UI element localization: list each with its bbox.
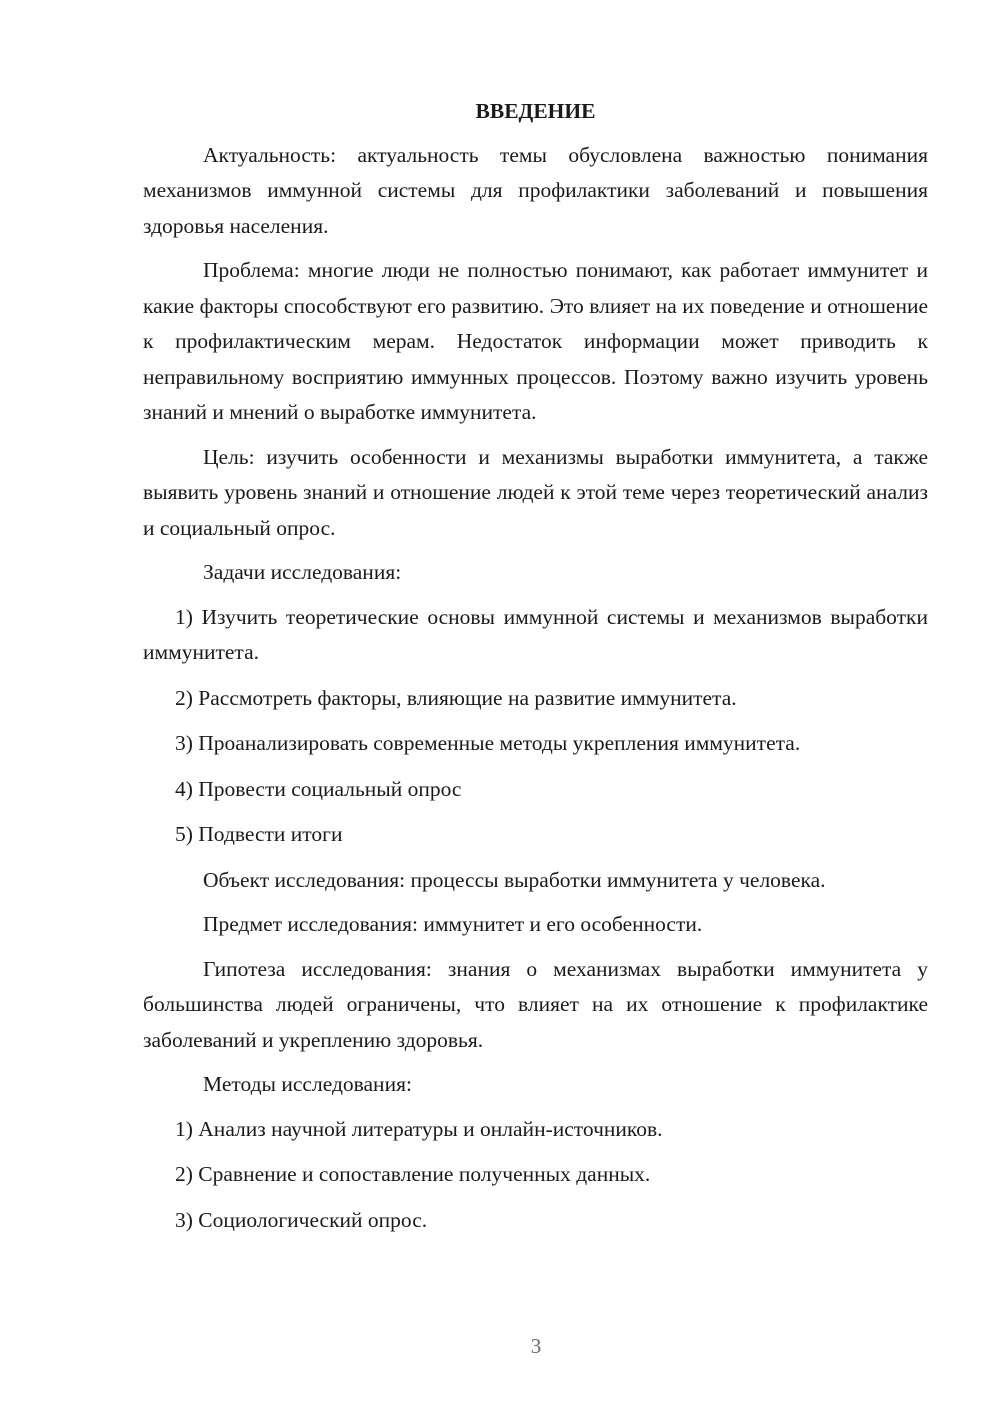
list-item: 1) Изучить теоретические основы иммунной системы и механизмов выработки иммунитета.: [143, 604, 928, 664]
list-item: 5) Подвести итоги: [175, 822, 343, 846]
list-item: 1) Анализ научной литературы и онлайн-источников.: [175, 1116, 663, 1141]
hypothesis-paragraph: Гипотеза исследования: знания о механизмах выработки иммунитета у большинства людей ограничены, что влияет на их отношение к профилактике заболеваний и укреплению здоровья.: [143, 956, 928, 1052]
list-item: 4) Провести социальный опрос: [175, 776, 462, 801]
tasks-list: [143, 600, 928, 853]
goal-paragraph: Цель: изучить особенности и механизмы выработки иммунитета, а также выявить уровень знаний и отношение людей к этой теме через теоретический анализ и социальный опрос.: [143, 444, 928, 540]
list-item: 3) Социологический опрос.: [175, 1207, 428, 1232]
list-item: 3) Проанализировать современные методы укрепления иммунитета.: [175, 731, 801, 755]
tasks-heading: Задачи исследования:: [203, 560, 402, 584]
methods-heading: Методы исследования:: [203, 1072, 412, 1096]
page-number: 3: [530, 1334, 542, 1358]
methods-list: [143, 1112, 928, 1239]
list-item: 2) Рассмотреть факторы, влияющие на развитие иммунитета.: [175, 685, 737, 710]
problem-paragraph: Проблема: многие люди не полностью понимают, как работает иммунитет и какие факторы способствуют его развитию. Это влияет на их поведение и отношение к профилактическим мерам. Недостаток информации может приводить к неправильному восприятию иммунных процессов. Поэтому важно изучить уровень знаний и мнений о выработке иммунитета.: [143, 258, 928, 424]
page-title: ВВЕДЕНИЕ: [475, 99, 596, 123]
list-item: 2) Сравнение и сопоставление полученных данных.: [175, 1162, 651, 1186]
page-content: [143, 94, 928, 1248]
object-paragraph: Объект исследования: процессы выработки иммунитета у человека.: [203, 867, 826, 892]
subject-paragraph: Предмет исследования: иммунитет и его особенности.: [203, 912, 703, 936]
relevance-paragraph: Актуальность: актуальность темы обусловлена важностью понимания механизмов иммунной системы для профилактики заболеваний и повышения здоровья населения.: [143, 142, 928, 238]
